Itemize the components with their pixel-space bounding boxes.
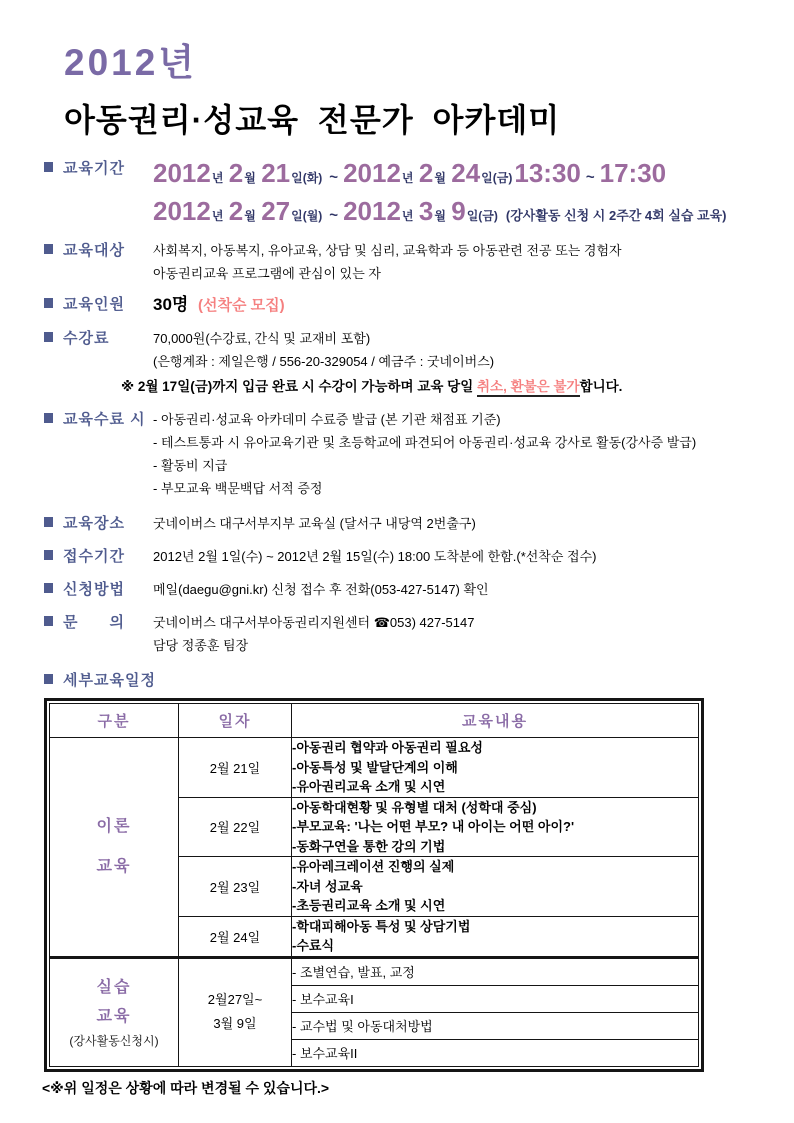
fee-line-2: (은행계좌 : 제일은행 / 556-20-329054 / 예금주 : 굿네이버스) (153, 354, 495, 369)
square-bullet-icon (44, 583, 53, 593)
title-block (0, 0, 794, 141)
date-segment: 2012 (153, 158, 211, 188)
category-practice-cell: 실습 교육 (강사활동신청시) (50, 957, 179, 1066)
place-content: 굿네이버스 대구서부지부 교육실 (달서구 내당역 2번출구) (153, 516, 476, 531)
fee-notice-pre: ※ 2월 17일(금)까지 입금 완료 시 수강이 가능하며 교육 당일 (121, 379, 478, 394)
fee-line-1: 70,000원(수강료, 간식 및 교재비 포함) (153, 331, 371, 346)
square-bullet-icon (44, 674, 53, 684)
content-cell: - 보수교육I (292, 985, 699, 1012)
square-bullet-icon (44, 298, 53, 308)
date-cell: 2월 21일 (179, 738, 292, 798)
section-place (44, 512, 754, 535)
apply-method-content: 메일(daegu@gni.kr) 신청 접수 후 전화(053-427-5147) 확인 (153, 582, 489, 597)
year-title: 2012년 (64, 42, 198, 83)
info-sections (0, 157, 794, 690)
section-label: 세부교육일정 (63, 672, 156, 689)
period-line-2: 2012년 2월 27일(월) ~ 2012년 3월 9일(금) (강사활동 신청 시 2주간 4회 실습 교육) (153, 196, 727, 226)
square-bullet-icon (44, 517, 53, 527)
section-target (44, 239, 754, 285)
square-bullet-icon (44, 332, 53, 342)
contact-line-2: 담당 정종훈 팀장 (153, 638, 249, 653)
completion-content (153, 408, 754, 500)
square-bullet-icon (44, 550, 53, 560)
section-label: 접수기간 (63, 548, 125, 565)
section-label: 문 의 (63, 614, 125, 631)
section-fee (44, 327, 754, 398)
date-cell: 2월 24일 (179, 916, 292, 957)
square-bullet-icon (44, 244, 53, 254)
target-line-2: 아동권리교육 프로그램에 관심이 있는 자 (153, 266, 381, 281)
section-label: 교육기간 (63, 160, 125, 177)
section-completion (44, 408, 754, 500)
date-cell: 2월 23일 (179, 857, 292, 917)
section-label: 교육대상 (63, 242, 125, 259)
schedule-table-frame (44, 698, 704, 1072)
table-header-row (50, 704, 699, 738)
section-label: 교육장소 (63, 515, 125, 532)
schedule-table (49, 703, 699, 1067)
col-header-category: 구분 (50, 704, 179, 738)
date-cell: 2월 22일 (179, 797, 292, 857)
apply-period-content: 2012년 2월 1일(수) ~ 2012년 2월 15일(수) 18:00 도착분에 한함.(*선착순 접수) (153, 549, 597, 564)
page-title: 아동권리·성교육 전문가 아카데미 (64, 102, 561, 138)
section-apply-method (44, 578, 754, 601)
contact-content (153, 611, 754, 657)
content-cell: - 조별연습, 발표, 교정 (292, 957, 699, 985)
target-content (153, 239, 754, 285)
table-row (50, 957, 699, 985)
section-apply-period (44, 545, 754, 568)
completion-item: - 부모교육 백문백답 서적 증정 (153, 481, 323, 496)
capacity-content (153, 293, 754, 317)
section-label: 수강료 (63, 330, 110, 347)
section-period (44, 157, 754, 233)
section-label: 신청방법 (63, 581, 125, 598)
content-cell: - 보수교육II (292, 1039, 699, 1066)
content-cell: -유아레크레이션 진행의 실제 -자녀 성교육 -초등권리교육 소개 및 시연 (292, 857, 699, 917)
completion-item: - 활동비 지급 (153, 458, 228, 473)
col-header-content: 교육내용 (292, 704, 699, 738)
content-cell: -아동학대현황 및 유형별 대처 (성학대 중심) -부모교육: '나는 어떤 부모? 내 아이는 어떤 아이?' -동화구연을 통한 강의 기법 (292, 797, 699, 857)
fee-notice (121, 375, 754, 398)
square-bullet-icon (44, 616, 53, 626)
section-label: 교육수료 시 (63, 411, 146, 428)
fee-notice-red: 취소, 환불은 불가 (477, 379, 580, 397)
content-cell: - 교수법 및 아동대처방법 (292, 1012, 699, 1039)
completion-item: - 아동권리·성교육 아카데미 수료증 발급 (본 기관 채점표 기준) (153, 412, 501, 427)
capacity-note: (선착순 모집) (197, 297, 285, 314)
contact-line-1: 굿네이버스 대구서부아동권리지원센터 ☎053) 427-5147 (153, 615, 475, 630)
capacity-count: 30명 (153, 295, 189, 314)
category-theory-cell: 이론 교육 (50, 738, 179, 958)
section-label: 교육인원 (63, 296, 125, 313)
table-row (50, 738, 699, 798)
square-bullet-icon (44, 162, 53, 172)
fee-notice-post: 합니다. (579, 379, 623, 394)
period-content (153, 157, 754, 233)
category-practice-note: (강사활동신청시) (69, 1034, 159, 1048)
date-cell: 2월27일~ 3월 9일 (179, 957, 292, 1066)
target-line-1: 사회복지, 아동복지, 유아교육, 상담 및 심리, 교육학과 등 아동관련 전공 또는 경험자 (153, 243, 622, 258)
content-cell: -아동권리 협약과 아동권리 필요성 -아동특성 및 발달단계의 이해 -유아권리교육 소개 및 시연 (292, 738, 699, 798)
section-capacity (44, 293, 754, 317)
fee-content (121, 327, 754, 398)
period-line-1: 2012년 2월 21일(화) ~ 2012년 2월 24일(금)13:30 ~ 17:30 (153, 158, 667, 188)
square-bullet-icon (44, 413, 53, 423)
section-schedule-heading (44, 669, 754, 690)
col-header-date: 일자 (179, 704, 292, 738)
footer-note: <※위 일정은 상황에 따라 변경될 수 있습니다.> (42, 1079, 330, 1096)
completion-item: - 테스트통과 시 유아교육기관 및 초등학교에 파견되어 아동권리·성교육 강사로 활동(강사증 발급) (153, 435, 697, 450)
section-contact (44, 611, 754, 657)
content-cell: -학대피해아동 특성 및 상담기법 -수료식 (292, 916, 699, 957)
